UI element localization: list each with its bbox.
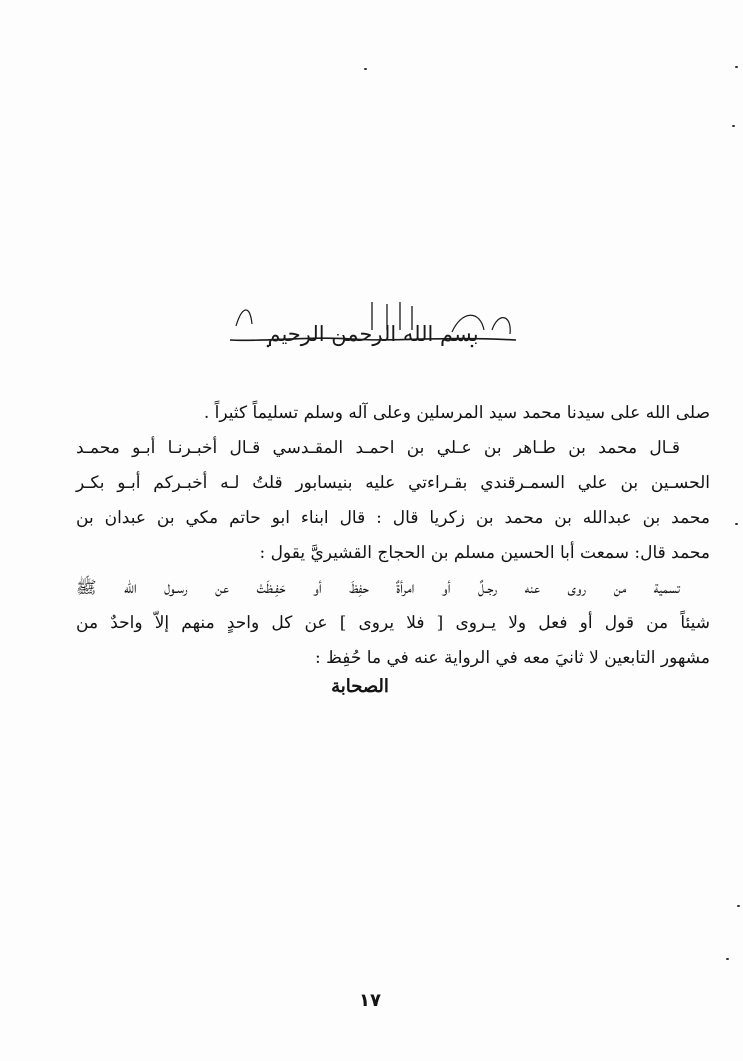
basmala-calligraphy [222,296,524,350]
scan-speck [726,958,729,960]
scan-speck [735,523,738,525]
scan-speck [732,125,735,127]
section-heading: الصحابة [331,676,389,697]
text-line: صلى الله على سيدنا محمد سيد المرسلين وعلى آله وسلم تسليماً كثيراً . [203,403,710,423]
text-line: محمد بن عبدالله بن محمد بن زكريا قال : قال ابناء ابو حاتم مكي بن عبدان بن [76,508,710,528]
scan-speck [735,66,738,68]
body-text [76,396,710,676]
text-line: الحسـين بن علي السمـرقندي بقـراءتي عليه بنيسابور قلتُ لـه أخبـركم أبـو بكـر [76,473,710,493]
text-line: محمد قال: سمعت أبا الحسين مسلم بن الحجاج القشيريَّ يقول : [259,543,710,563]
scan-speck [737,905,740,907]
text-line: قـال محمد بن طـاهر بن عـلي بن احمـد المقـدسي قـال أخبـرنـا أبـو محمـد [76,438,680,458]
basmala-text: بسم الله الرحمن الرحيم [267,322,479,346]
page-number: ١٧ [359,990,381,1011]
text-line: تسمية من روى عنه رجـلٌ أو امرأةٌ حفِظَ أو حَفِـظَتْ عن رسـول الله ﷺ [76,578,680,598]
text-line: مشهور التابعين لا ثانيَ معه في الرواية عنه في ما حُفِظ : [315,648,710,668]
text-line: شيئاً من قول أو فعل ولا يـروى [ فلا يروى ] عن كل واحدٍ منهم إلاّ واحدٌ من [76,613,711,633]
scan-speck [364,68,367,70]
